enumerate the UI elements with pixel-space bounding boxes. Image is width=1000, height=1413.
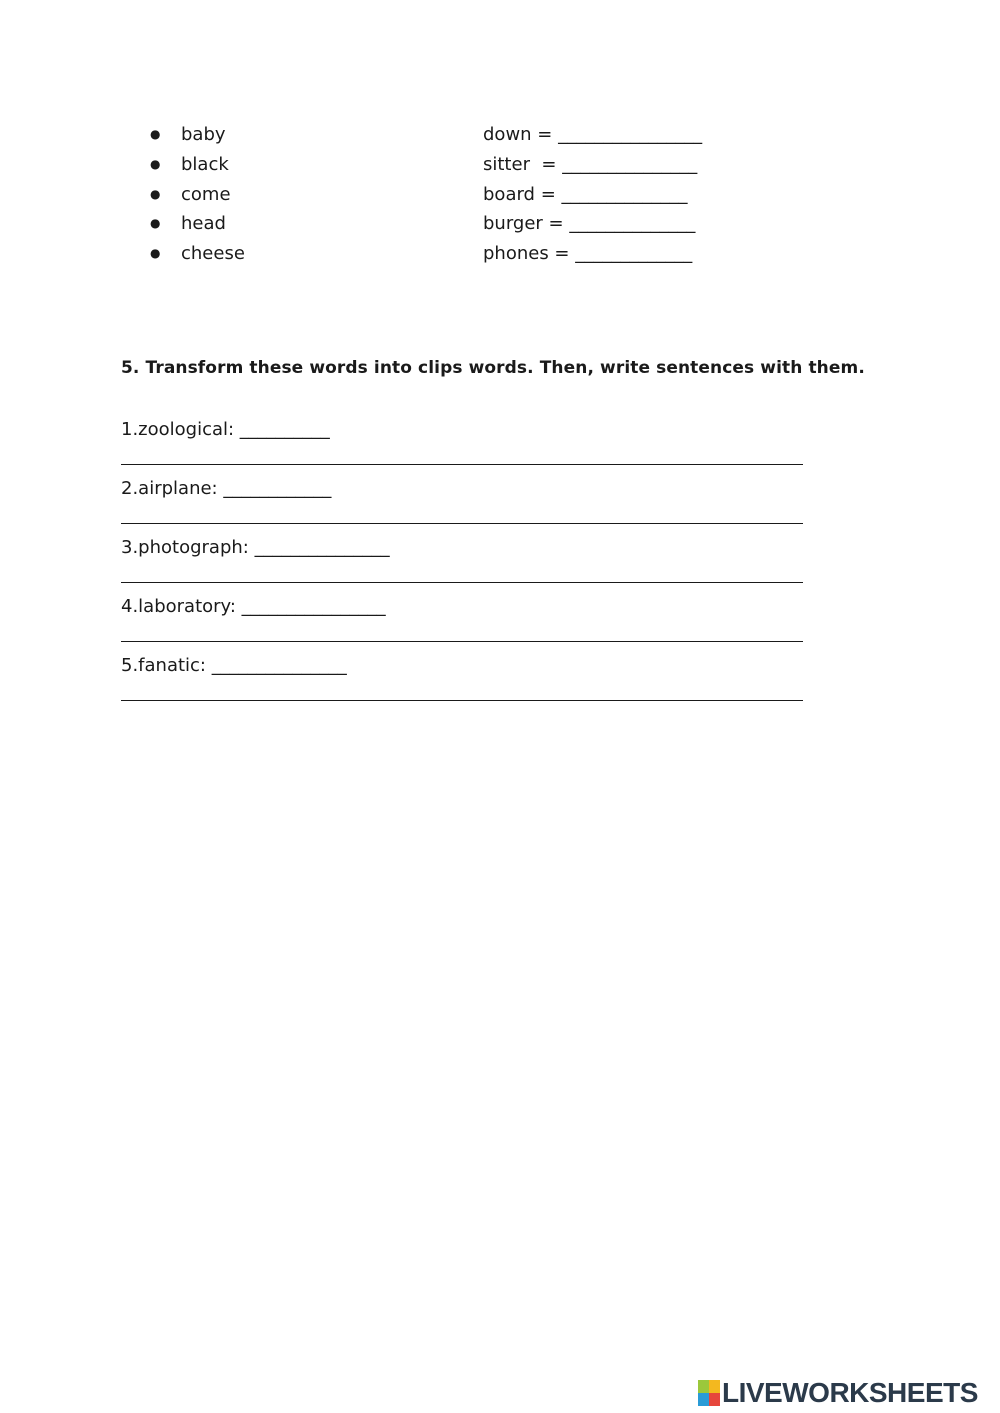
word-right-blank[interactable]: board = ______________ xyxy=(483,183,688,205)
word-left: black xyxy=(181,153,229,175)
word-left: baby xyxy=(181,124,226,145)
compound-row xyxy=(150,150,750,180)
word-left: come xyxy=(181,183,231,205)
prompt-block xyxy=(121,534,821,593)
prompt-block xyxy=(121,593,821,652)
bullet-icon: ● xyxy=(150,186,161,201)
logo-mark-icon xyxy=(698,1380,720,1406)
clip-word-prompt[interactable]: 2.airplane: ____________ xyxy=(121,478,332,499)
prompt-block xyxy=(121,416,821,475)
bullet-icon: ● xyxy=(150,156,161,171)
sentence-answer-line[interactable] xyxy=(121,680,803,701)
clip-word-prompt[interactable]: 1.zoological: __________ xyxy=(121,419,330,440)
word-right-blank[interactable]: down = ________________ xyxy=(483,124,703,145)
bullet-icon: ● xyxy=(150,216,161,231)
compound-row xyxy=(150,209,750,239)
sentence-answer-line[interactable] xyxy=(121,503,803,524)
compound-word-list xyxy=(150,120,750,269)
bullet-icon: ● xyxy=(150,246,161,261)
compound-row xyxy=(150,239,750,269)
sentence-answer-line[interactable] xyxy=(121,621,803,642)
word-right-blank[interactable]: burger = ______________ xyxy=(483,213,696,235)
exercise-5-title: 5. Transform these words into clips words. Then, write sentences with them. xyxy=(121,358,865,378)
word-right-blank[interactable]: phones = _____________ xyxy=(483,243,693,265)
word-left: head xyxy=(181,213,226,235)
sentence-answer-line[interactable] xyxy=(121,444,803,465)
logo-text: LIVEWORKSHEETS xyxy=(722,1377,978,1408)
bullet-icon: ● xyxy=(150,127,161,141)
liveworksheets-logo xyxy=(698,1378,978,1408)
word-right-blank[interactable]: sitter = _______________ xyxy=(483,153,698,175)
compound-row xyxy=(150,180,750,210)
prompt-block xyxy=(121,475,821,534)
clip-word-prompt[interactable]: 4.laboratory: ________________ xyxy=(121,596,386,617)
compound-row xyxy=(150,120,750,150)
word-left: cheese xyxy=(181,243,245,265)
clip-word-prompt[interactable]: 3.photograph: _______________ xyxy=(121,537,390,558)
clip-word-prompt[interactable]: 5.fanatic: _______________ xyxy=(121,655,347,676)
exercise-5-prompts xyxy=(121,416,821,711)
sentence-answer-line[interactable] xyxy=(121,562,803,583)
prompt-block xyxy=(121,652,821,711)
